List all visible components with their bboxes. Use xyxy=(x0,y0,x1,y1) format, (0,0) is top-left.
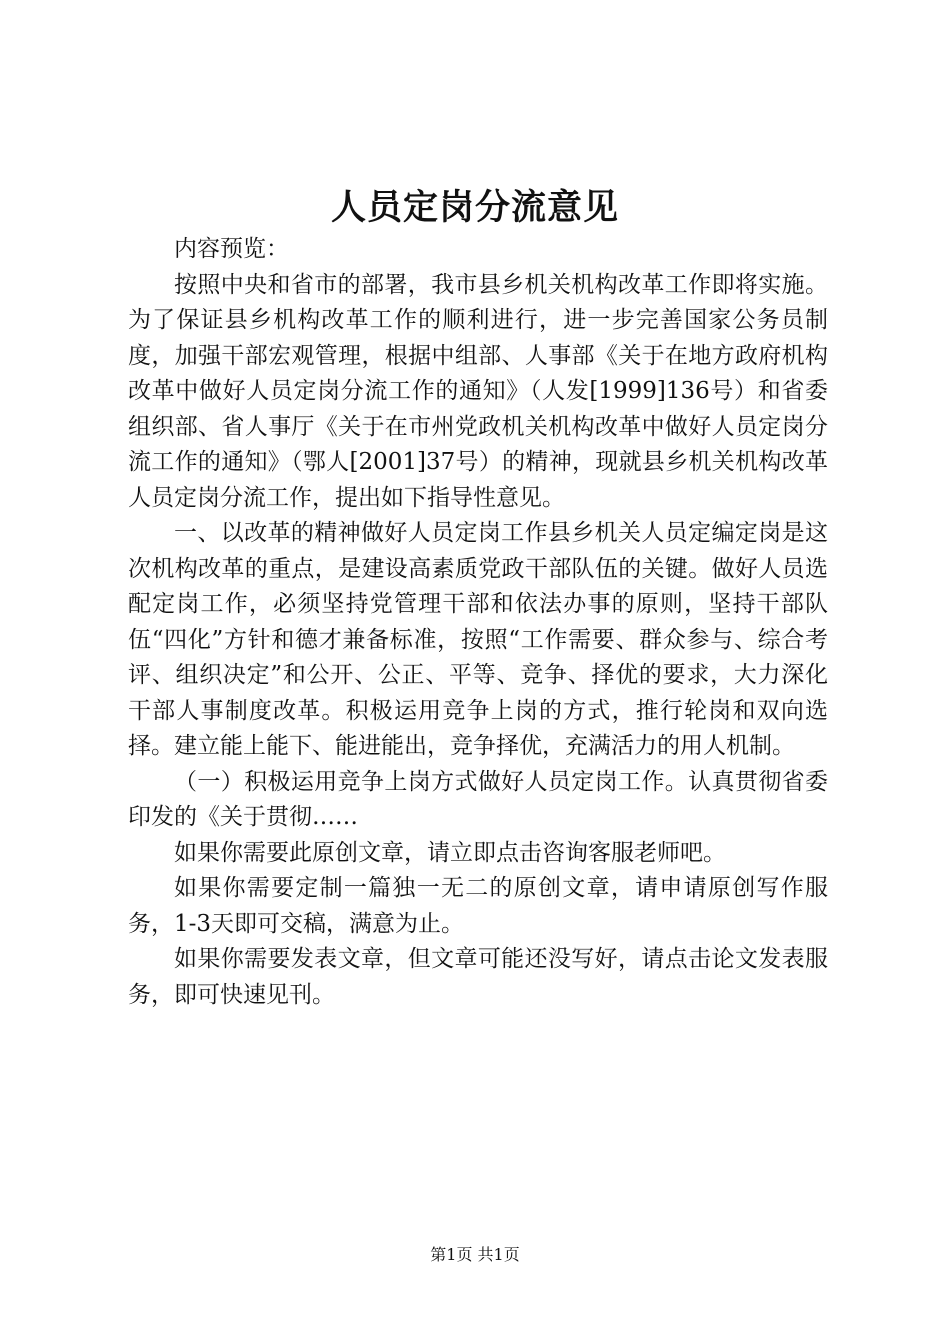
page-number: 第1页 xyxy=(430,1245,473,1264)
page-title: 人员定岗分流意见 xyxy=(330,187,619,228)
page-total: 共1页 xyxy=(477,1245,520,1264)
preview-label: 内容预览： xyxy=(174,236,289,262)
paragraph-custom-writing[interactable]: 如果你需要定制一篇独一无二的原创文章，请申请原创写作服务，1-3天即可交稿，满意为止。 xyxy=(128,875,828,937)
document-body xyxy=(128,232,828,1013)
paragraph-contact-service[interactable]: 如果你需要此原创文章，请立即点击咨询客服老师吧。 xyxy=(174,839,726,866)
paragraph-intro: 按照中央和省市的部署，我市县乡机关机构改革工作即将实施。为了保证县乡机构改革工作的顺利进行，进一步完善国家公务员制度，加强干部宏观管理，根据中组部、人事部《关于在地方政府机构改革中做好人员定岗分流工作的通知》（人发[1999]136号）和省委组织部、省人事厅《关于在市州党政机关机构改革中做好人员定岗分流工作的通知》（鄂人[2001]37号）的精神，现就县乡机关机构改革人员定岗分流工作，提出如下指导性意见。 xyxy=(128,271,828,511)
paragraph-section-one: 一、以改革的精神做好人员定岗工作县乡机关人员定编定岗是这次机构改革的重点，是建设高素质党政干部队伍的关键。做好人员选配定岗工作，必须坚持党管理干部和依法办事的原则，坚持干部队伍“四化”方针和德才兼备标准，按照“工作需要、群众参与、综合考评、组织决定”和公开、公正、平等、竞争、择优的要求，大力深化干部人事制度改革。积极运用竞争上岗的方式，推行轮岗和双向选择。建立能上能下、能进能出，竞争择优，充满活力的用人机制。 xyxy=(128,520,828,759)
paragraph-subsection-one: （一）积极运用竞争上岗方式做好人员定岗工作。认真贯彻省委印发的《关于贯彻…… xyxy=(128,768,828,830)
page-footer xyxy=(0,1243,950,1267)
paragraph-publish-service[interactable]: 如果你需要发表文章，但文章可能还没写好，请点击论文发表服务，即可快速见刊。 xyxy=(128,946,828,1008)
